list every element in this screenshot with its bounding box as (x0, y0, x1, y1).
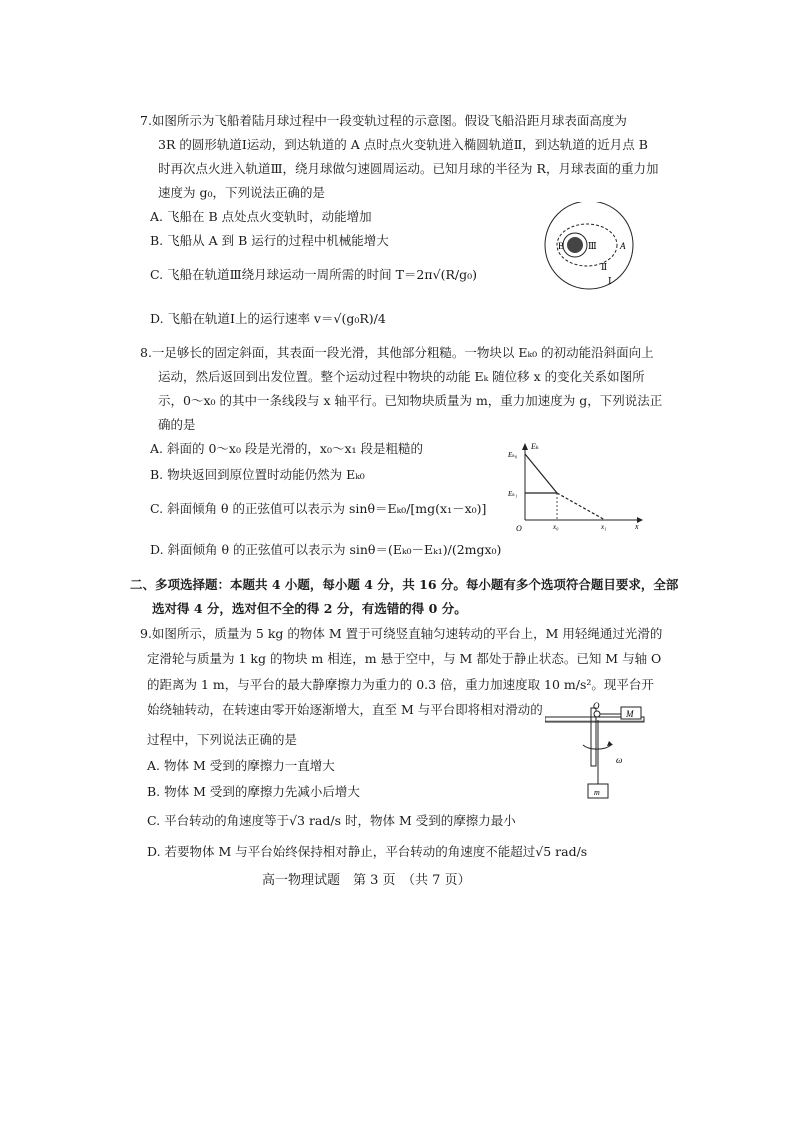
q7-stem-line-4: 速度为 g₀，下列说法正确的是 (158, 185, 325, 200)
q8-stem-line-4: 确的是 (158, 417, 196, 432)
q7-option-a: A. 飞船在 B 点处点火变轨时，动能增加 (150, 209, 372, 224)
label-b: B (558, 241, 565, 251)
section2-heading-line-1: 二、多项选择题：本题共 4 小题，每小题 4 分，共 16 分。每小题有多个选项符合题目要求，全部 (130, 577, 679, 592)
q8-stem-line-2: 运动，然后返回到出发位置。整个运动过程中物块的动能 Eₖ 随位移 x 的变化关系如图所 (158, 369, 645, 384)
label-x0: x₀ (553, 523, 559, 531)
label-x1: x₁ (601, 523, 607, 531)
q9-stem-line-5: 过程中，下列说法正确的是 (147, 732, 298, 747)
label-a: A (620, 241, 626, 251)
page-footer: 高一物理试题 第 3 页 （共 7 页） (262, 873, 471, 888)
label-small-m: m (594, 788, 600, 797)
label-omega: ω (616, 755, 623, 765)
q9-option-c: C. 平台转动的角速度等于√3 rad/s 时，物体 M 受到的摩擦力最小 (147, 813, 516, 828)
section2-heading-line-2: 选对得 4 分，选对但不全的得 2 分，有选错的得 0 分。 (152, 601, 467, 616)
label-ek1: Eₖ₁ (508, 490, 518, 498)
ek-segment-up-2 (557, 493, 605, 520)
label-origin: O (516, 524, 522, 533)
label-o: O (593, 701, 600, 711)
q9-stem-line-1: 9.如图所示，质量为 5 kg 的物体 M 置于可绕竖直轴匀速转动的平台上，M 用轻绳通过光滑的 (140, 626, 663, 641)
q7-stem-line-3: 时再次点火进入轨道Ⅲ，绕月球做匀速圆周运动。已知月球的半径为 R，月球表面的重力加 (158, 161, 659, 176)
q8-option-d: D. 斜面倾角 θ 的正弦值可以表示为 sinθ＝(Eₖ₀－Eₖ₁)/(2mgx₀) (150, 542, 502, 557)
pulley-icon (594, 711, 600, 717)
label-ii: Ⅱ (601, 262, 608, 272)
ek-segment-up-1 (525, 454, 557, 493)
moon-icon (567, 237, 583, 253)
q8-option-b: B. 物块返回到原位置时动能仍然为 Eₖ₀ (150, 467, 365, 482)
q9-stem-line-4: 始绕轴转动，在转速由零开始逐渐增大，直至 M 与平台即将相对滑动的 (147, 702, 543, 717)
q9-rotating-platform-diagram (545, 700, 650, 808)
q8-stem-line-1: 8.一足够长的固定斜面，其表面一段光滑，其他部分粗糙。一物块以 Eₖ₀ 的初动能沿斜面向上 (140, 345, 654, 360)
q8-ek-x-graph (505, 440, 645, 538)
y-axis-arrow-icon (522, 443, 528, 450)
q7-option-c: C. 飞船在轨道Ⅲ绕月球运动一周所需的时间 T＝2π√(R/g₀) (150, 267, 477, 282)
q7-stem-line-1: 7.如图所示为飞船着陆月球过程中一段变轨过程的示意图。假设飞船沿距月球表面高度为 (140, 113, 627, 128)
q7-stem-line-2: 3R 的圆形轨道Ⅰ运动，到达轨道的 A 点时点火变轨进入椭圆轨道Ⅱ，到达轨道的近月点 B (158, 137, 648, 152)
label-x: x (635, 522, 639, 531)
q9-stem-line-2: 定滑轮与质量为 1 kg 的物块 m 相连，m 悬于空中，与 M 都处于静止状态。已知 M 与轴 O (147, 651, 662, 666)
q7-option-d: D. 飞船在轨道Ⅰ上的运行速率 v＝√(g₀R)/4 (150, 311, 386, 326)
q7-orbit-diagram (535, 202, 647, 297)
q7-option-b: B. 飞船从 A 到 B 运行的过程中机械能增大 (150, 233, 389, 248)
label-big-m: M (626, 709, 634, 719)
label-i: Ⅰ (608, 276, 612, 286)
rotation-arrowhead-icon (607, 741, 613, 746)
q8-stem-line-3: 示，0～x₀ 的其中一条线段与 x 轴平行。已知物块质量为 m，重力加速度为 g，下列说法正 (158, 393, 663, 408)
q8-option-a: A. 斜面的 0～x₀ 段是光滑的，x₀～x₁ 段是粗糙的 (150, 441, 424, 456)
label-iii: Ⅲ (588, 241, 597, 251)
rotation-arrow-icon (583, 745, 611, 749)
q9-option-d: D. 若要物体 M 与平台始终保持相对静止，平台转动的角速度不能超过√5 rad/s (147, 844, 588, 859)
q8-option-c: C. 斜面倾角 θ 的正弦值可以表示为 sinθ＝Eₖ₀/[mg(x₁－x₀)] (150, 501, 487, 516)
q9-stem-line-3: 的距离为 1 m，与平台的最大静摩擦力为重力的 0.3 倍，重力加速度取 10 m/s²。现平台开 (147, 677, 654, 692)
q9-option-b: B. 物体 M 受到的摩擦力先减小后增大 (147, 784, 360, 799)
q9-option-a: A. 物体 M 受到的摩擦力一直增大 (147, 758, 335, 773)
label-ek0: Eₖ₀ (508, 451, 518, 459)
label-ek: Eₖ (531, 442, 539, 451)
